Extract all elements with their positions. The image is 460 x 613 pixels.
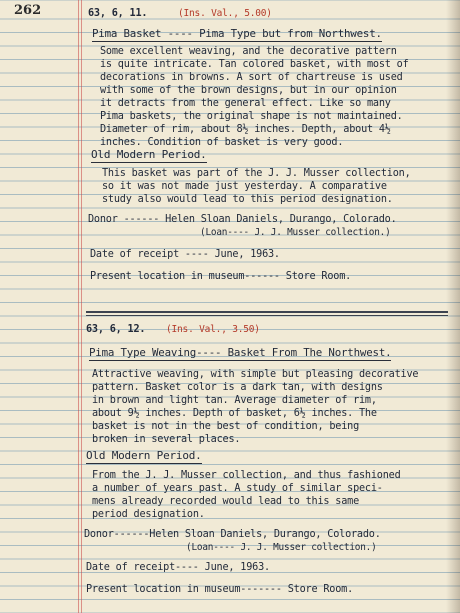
- description-line: it detracts from the general effect. Like so many: [100, 98, 391, 109]
- description-line: about 9½ inches. Depth of basket, 6½ inches. The: [92, 408, 377, 419]
- entry-title: Pima Basket ---- Pima Type but from Northwest.: [92, 27, 382, 40]
- description-line: Diameter of rim, about 8½ inches. Depth, about 4½: [100, 124, 391, 135]
- bleed-through: [10, 60, 70, 560]
- catalog-number: 63, 6, 11.: [88, 8, 148, 19]
- period-note-line: From the J. J. Musser collection, and thus fashioned: [92, 470, 401, 481]
- loan-line: (Loan---- J. J. Musser collection.): [186, 542, 377, 553]
- present-location: Present location in museum------ Store Room.: [90, 271, 352, 282]
- donor-line: Donor------Helen Sloan Daniels, Durango, Colorado.: [84, 529, 381, 540]
- margin-line: [78, 0, 79, 613]
- margin-line: [81, 0, 82, 613]
- description-line: inches. Condition of basket is very good.: [100, 137, 344, 148]
- date-of-receipt: Date of receipt ---- June, 1963.: [90, 249, 280, 260]
- page-number: 262: [14, 3, 42, 18]
- binding-shadow: [446, 0, 460, 613]
- insured-value: (Ins. Val., 3.50): [166, 324, 260, 335]
- present-location: Present location in museum------- Store Room.: [86, 584, 354, 595]
- insured-value: (Ins. Val., 5.00): [178, 8, 272, 19]
- description-line: decorations in browns. A sort of chartreuse is used: [100, 72, 403, 83]
- period-heading: Old Modern Period.: [91, 148, 207, 161]
- donor-line: Donor ------ Helen Sloan Daniels, Durango, Colorado.: [88, 214, 397, 225]
- description-line: Attractive weaving, with simple but pleasing decorative: [92, 369, 419, 380]
- period-note-line: This basket was part of the J. J. Musser collection,: [102, 168, 411, 179]
- description-line: basket is not in the best of condition, being: [92, 421, 360, 432]
- section-divider: [86, 311, 448, 313]
- period-note-line: study also would lead to this period designation.: [102, 194, 393, 205]
- period-note-line: period designation.: [92, 509, 205, 520]
- period-note-line: so it was not made just yesterday. A comparative: [102, 181, 387, 192]
- catalog-number: 63, 6, 12.: [86, 324, 146, 335]
- period-note-line: a number of years past. A study of similar speci-: [92, 483, 383, 494]
- description-line: broken in several places.: [92, 434, 241, 445]
- description-line: is quite intricate. Tan colored basket, with most of: [100, 59, 409, 70]
- description-line: in brown and light tan. Average diameter of rim,: [92, 395, 377, 406]
- date-of-receipt: Date of receipt---- June, 1963.: [86, 562, 270, 573]
- description-line: Pima baskets, the original shape is not maintained.: [100, 111, 403, 122]
- description-line: with some of the brown designs, but in our opinion: [100, 85, 397, 96]
- section-divider: [86, 315, 448, 316]
- loan-line: (Loan---- J. J. Musser collection.): [200, 227, 391, 238]
- period-note-line: mens already recorded would lead to this same: [92, 496, 360, 507]
- description-line: Some excellent weaving, and the decorative pattern: [100, 46, 397, 57]
- description-line: pattern. Basket color is a dark tan, with designs: [92, 382, 383, 393]
- period-heading: Old Modern Period.: [86, 449, 202, 462]
- entry-title: Pima Type Weaving---- Basket From The Northwest.: [89, 346, 392, 359]
